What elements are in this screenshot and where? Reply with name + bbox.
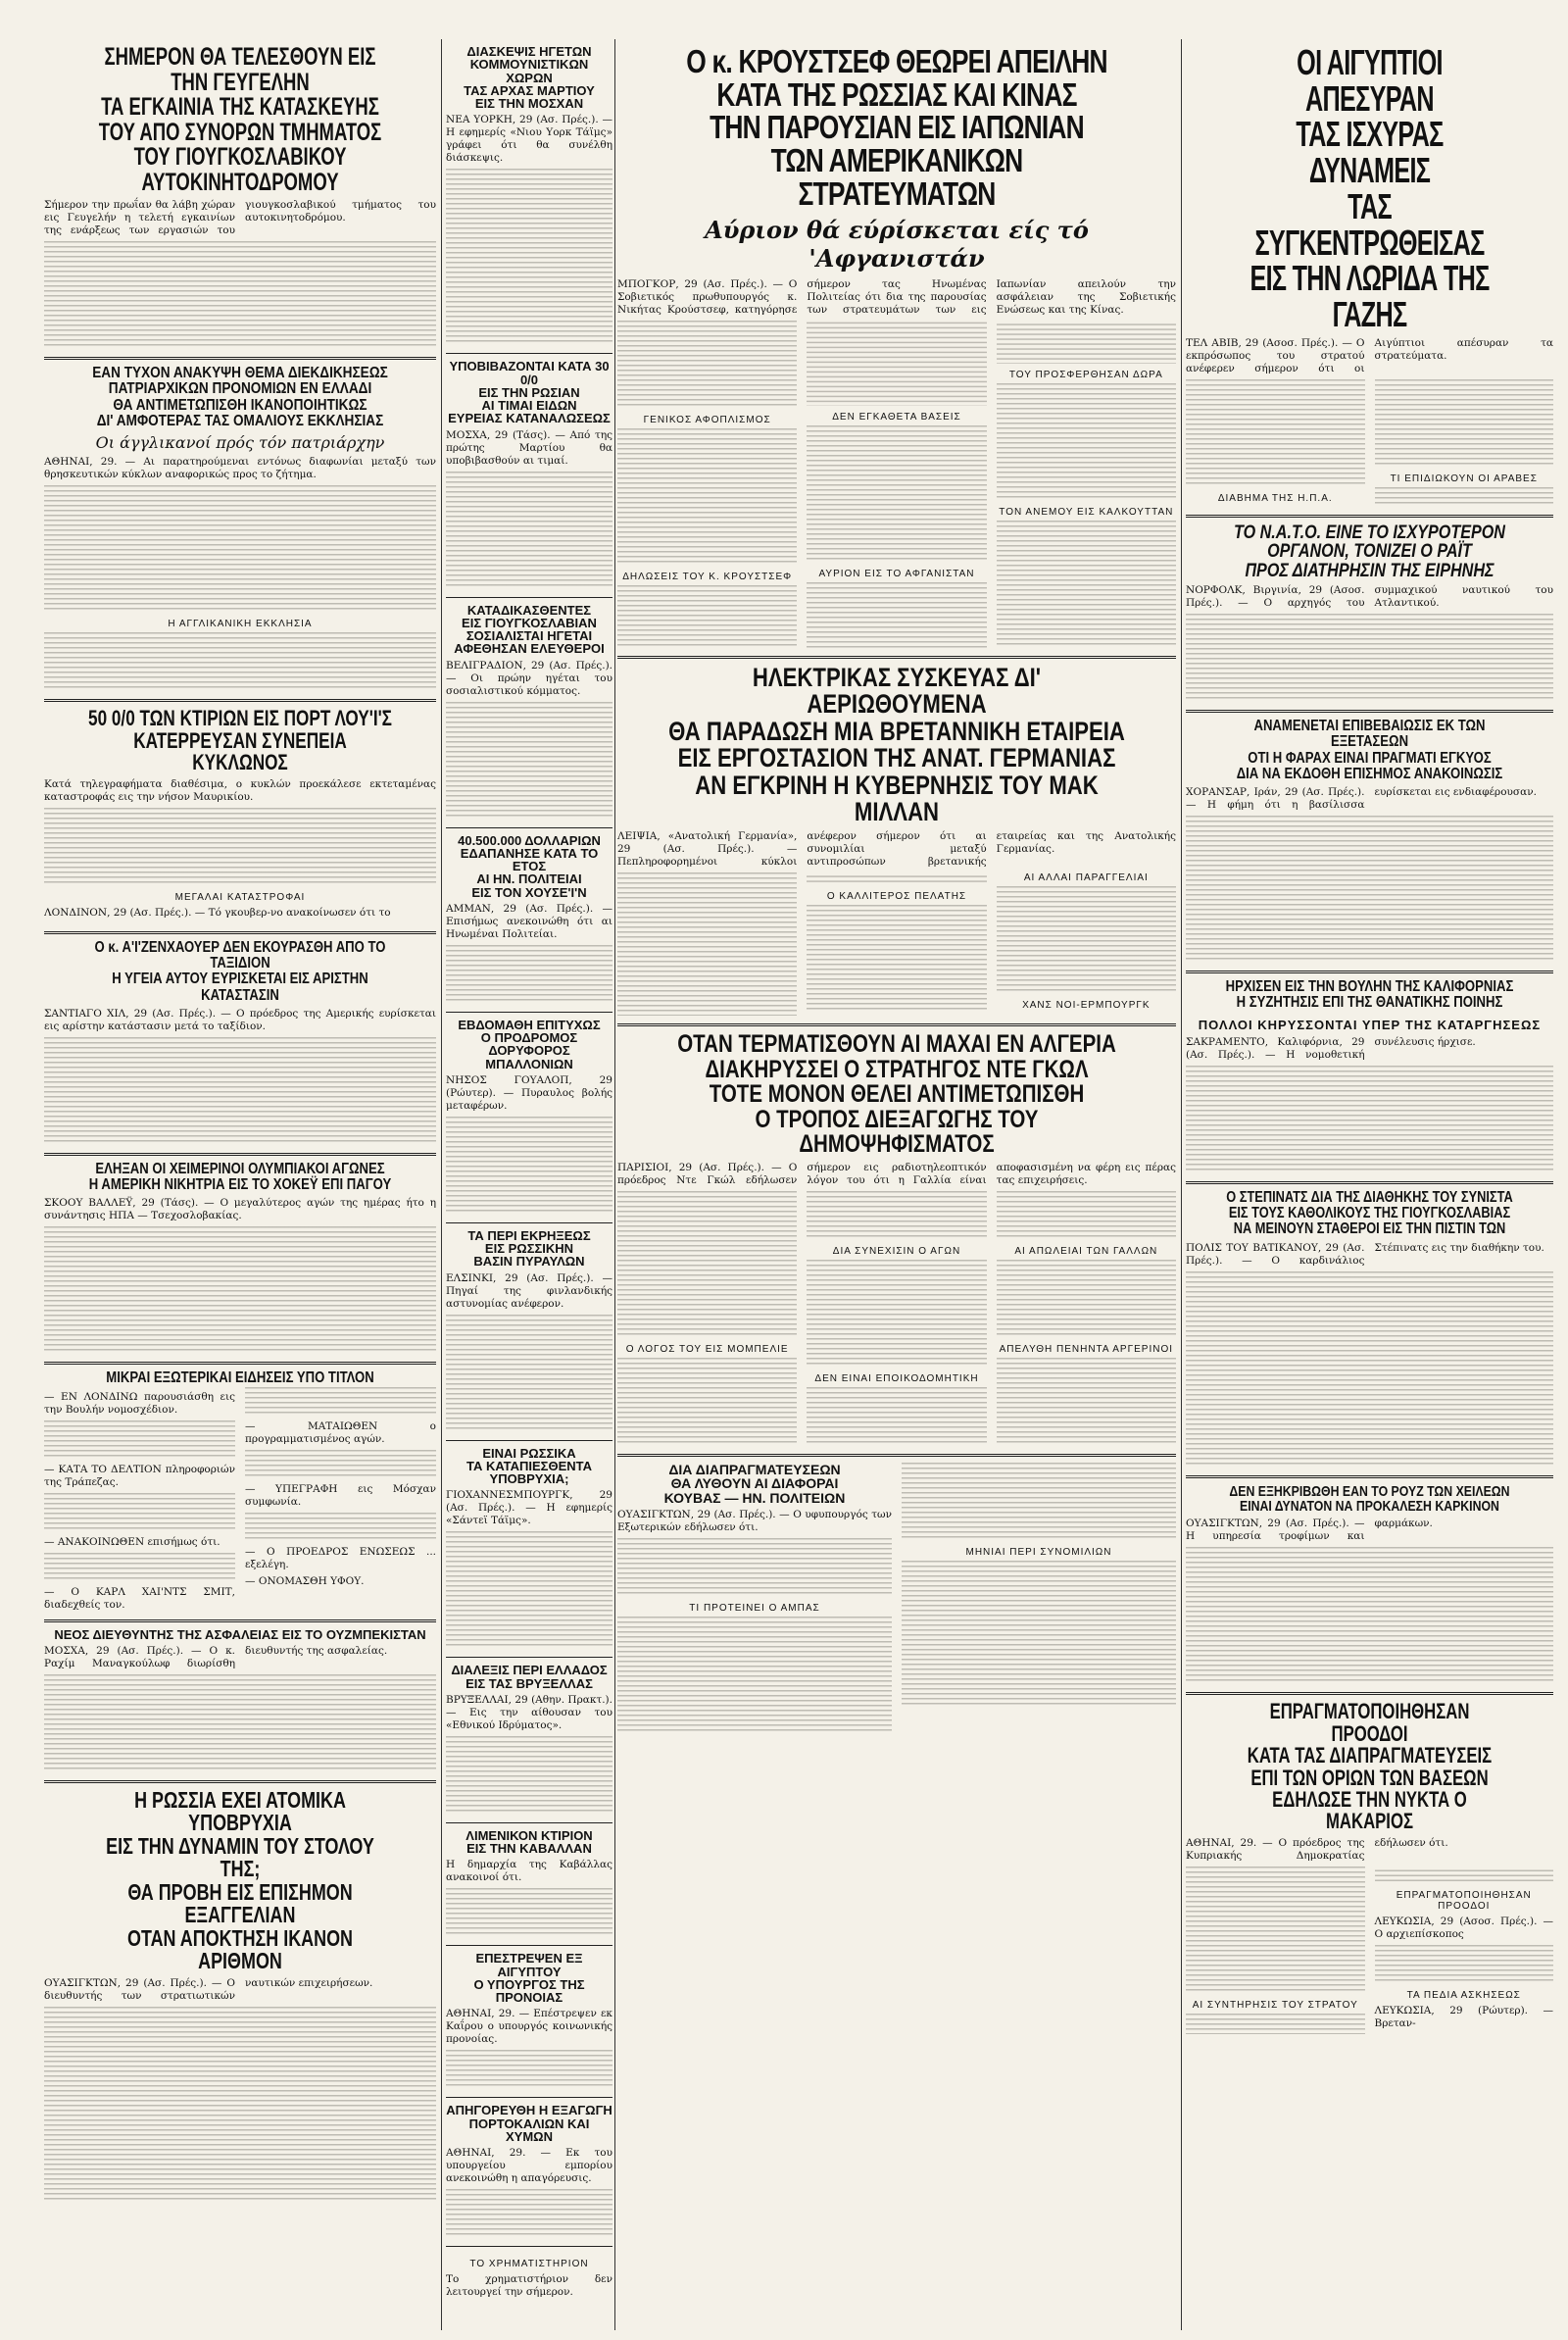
headline-minister-return: ΕΠΕΣΤΡΕΨΕΝ ΕΞ ΑΙΓΥΠΤΟΥ Ο ΥΠΟΥΡΓΟΣ ΤΗΣ ΠΡΟΝΟΙΑΣ [473,1951,585,2005]
headline-khrushchev: Ο κ. ΚΡΟΥΣΤΣΕΦ ΘΕΩΡΕΙ ΑΠΕΙΛΗΝ ΚΑΤΑ ΤΗΣ ΡΩΣΣΙΑΣ ΚΑΙ ΚΙΝΑΣ ΤΗΝ ΠΑΡΟΥΣΙΑΝ ΕΙΣ ΙΑΠΩΝΙΑΝ ΤΩΝ ΑΜΕΡΙΚΑΝΙΚΩΝ ΣΤΡΑΤΕΥΜΑΤΩΝ [686,43,1107,212]
headline-rocket-explosions: ΤΑ ΠΕΡΙ ΕΚΡΗΞΕΩΣ ΕΙΣ ΡΩΣΣΙΚΗΝ ΒΑΣΙΝ ΠΥΡΑΥΛΩΝ [467,1227,591,1270]
article-east-germany [617,659,1176,1027]
article-khrushchev [617,39,1176,659]
article-body: ΜΟΣΧΑ, 29 (Ασ. Πρές.). — Ο κ. Ραχίμ Μαναγκούλωφ διωρίσθη διευθυντής της ασφαλείας. [44,1645,388,1669]
article-patriarchate [44,360,436,702]
article-body: ΟΥΑΣΙΓΚΤΩΝ, 29 (Ασ. Πρές.). — Ο υφυπουργός των Εξωτερικών εδήλωσεν ότι. [617,1508,892,1533]
article-california [1186,973,1553,1184]
article-farah [1186,713,1553,973]
headline-port-louis: 50 0/0 ΤΩΝ ΚΤΙΡΙΩΝ ΕΙΣ ΠΟΡΤ ΛΟΥ'Ι'Σ ΚΑΤΕΡΡΕΥΣΑΝ ΣΥΝΕΠΕΙΑ ΚΥΚΛΩΝΟΣ [88,706,392,775]
section-heading: ΓΕΝΙΚΟΣ ΑΦΟΠΛΙΣΜΟΣ [643,415,771,426]
headline-nuclear-subs: Η ΡΩΣΣΙΑ ΕΧΕΙ ΑΤΟΜΙΚΑ ΥΠΟΒΡΥΧΙΑ ΕΙΣ ΤΗΝ ΔΥΝΑΜΙΝ ΤΟΥ ΣΤΟΛΟΥ ΤΗΣ; ΘΑ ΠΡΟΒΗ ΕΙΣ ΕΠΙΣΗΜΟΝ ΕΞΑΓΓΕΛΙΑΝ ΟΤΑΝ ΑΠΟΚΤΗΣΗ ΙΚΑΝΟΝ ΑΡΙΘΜΟΝ [106,1787,374,1974]
article-body: ΠΑΡΙΣΙΟΙ, 29 (Ασ. Πρές.). — Ο πρόεδρος Ντε Γκώλ εδήλωσεν σήμερον εις ραδιοτηλεοπτικόν λόγον του ότι η Γαλλία είναι αποφασισμένη να φέρη εις πέρας τας επιχειρήσεις. [617,1161,1176,1186]
article-body: ΒΡΥΞΕΛΛΑΙ, 29 (Αθην. Πρακτ.). — Εις την αίθουσαν του «Εθνικού Ιδρύματος». [446,1693,612,1731]
article-body: Το χρηματιστήριον δεν λειτουργεί την σήμερον. [446,2273,612,2298]
list-item: — ΑΝΑΚΟΙΝΩΘΕΝ επισήμως ότι. [44,1535,220,1548]
article-body: ΣΑΚΡΑΜΕΝΤΟ, Καλιφόρνια, 29 (Ασ. Πρές.). — Η νομοθετική συνέλευσις ήρχισε. [1186,1035,1476,1061]
article-body: Η δημαρχία της Καβάλλας ανακοινοί ότι. [446,1859,612,1884]
article-body: ΕΛΣΙΝΚΙ, 29 (Ασ. Πρές.). — Πηγαί της φινλανδικής αστυνομίας ανέφερον. [446,1271,612,1310]
headline-eisenhower: Ο κ. Α'Ι'ΖΕΝΧΑΟΥΕΡ ΔΕΝ ΕΚΟΥΡΑΣΘΗ ΑΠΟ ΤΟ ΤΑΞΙΔΙΟΝ Η ΥΓΕΙΑ ΑΥΤΟΥ ΕΥΡΙΣΚΕΤΑΙ ΕΙΣ ΑΡΙΣΤΗΝ ΚΑΤΑΣΤΑΣΙΝ [94,938,386,1004]
headline-brussels-lecture: ΔΙΑΛΕΞΙΣ ΠΕΡΙ ΕΛΛΑΔΟΣ ΕΙΣ ΤΑΣ ΒΡΥΞΕΛΛΑΣ [451,1663,608,1691]
headline-stepinac: Ο ΣΤΕΠΙΝΑΤΣ ΔΙΑ ΤΗΣ ΔΙΑΘΗΚΗΣ ΤΟΥ ΣΥΝΙΣΤΑ ΕΙΣ ΤΟΥΣ ΚΑΘΟΛΙΚΟΥΣ ΤΗΣ ΓΙΟΥΓΚΟΣΛΑΒΙΑΣ ΝΑ ΜΕΙΝΟΥΝ ΣΤΑΘΕΡΟΙ ΕΙΣ ΤΗΝ ΠΙΣΤΙΝ ΤΩΝ [1226,1188,1513,1238]
article-body: ΠΟΛΙΣ ΤΟΥ ΒΑΤΙΚΑΝΟΥ, 29 (Ασ. Πρές.). — Ο καρδινάλιος Στέπινατς εις την διαθήκην του. [1186,1241,1544,1267]
article-eisenhower [44,934,436,1156]
article-makarios [1186,1695,1553,2042]
article-nuclear-subs [44,1783,436,2211]
article-body: ΛΕΙΨΙΑ, «Ανατολική Γερμανία», 29 (Ασ. Πρές.). — Πεπληροφορημένοι κύκλοι ανέφερον σήμερον ότι αι συνομιλίαι μεταξύ αντιπροσώπων βρετανικής εταιρείας και της Ανατολικής Γερμανίας. [617,829,1176,868]
headline-orange-export: ΑΠΗΓΟΡΕΥΘΗ Η ΕΞΑΓΩΓΗ ΠΟΡΤΟΚΑΛΙΩΝ ΚΑΙ ΧΥΜΩΝ [446,2103,612,2144]
headline-farah: ΑΝΑΜΕΝΕΤΑΙ ΕΠΙΒΕΒΑΙΩΣΙΣ ΕΚ ΤΩΝ ΕΞΕΤΑΣΕΩΝ ΟΤΙ Η ΦΑΡΑΧ ΕΙΝΑΙ ΠΡΑΓΜΑΤΙ ΕΓΚΥΟΣ ΔΙΑ ΝΑ ΕΚΔΟΘΗ ΕΠΙΣΗΜΟΣ ΑΝΑΚΟΙΝΩΣΙΣ [1236,717,1503,782]
article-russian-subs [446,1441,612,1659]
list-item: — ΟΝΟΜΑΣΘΗ ΥΦΟΥ. [245,1574,365,1587]
article-brief-news [44,1365,436,1621]
section-heading: ΑΙ ΑΠΩΛΕΙΑΙ ΤΩΝ ΓΑΛΛΩΝ [1014,1245,1158,1257]
headline-gaza: ΟΙ ΑΙΓΥΠΤΙΟΙ ΑΠΕΣΥΡΑΝ ΤΑΣ ΙΣΧΥΡΑΣ ΔΥΝΑΜΕΙΣ ΤΑΣ ΣΥΓΚΕΝΤΡΩΘΕΙΣΑΣ ΕΙΣ ΤΗΝ ΛΩΡΙΔΑ ΤΗΣ ΓΑΖΗΣ [1250,42,1490,335]
section-heading: ΤΟΝ ΑΝΕΜΟΥ ΕΙΣ ΚΑΛΚΟΥΤΤΑΝ [999,506,1174,518]
article-cuba [617,1457,1176,1742]
article-body: Κατά τηλεγραφήματα διαθέσιμα, ο κυκλών προεκάλεσε εκτεταμένας καταστροφάς εις την νήσον Μαυρικίου. [44,777,436,803]
column-4 [1186,39,1553,2330]
article-body: ΤΕΛ ΑΒΙΒ, 29 (Ασοσ. Πρές.). — Ο εκπρόσωπος του στρατού ανέφερεν σήμερον ότι οι Αιγύπτιοι απέσυραν τα στρατεύματα. [1186,336,1553,374]
headline-price-drop: ΥΠΟΒΙΒΑΖΟΝΤΑΙ ΚΑΤΑ 30 0/0 ΕΙΣ ΤΗΝ ΡΩΣΙΑΝ ΑΙ ΤΙΜΑΙ ΕΙΔΩΝ ΕΥΡΕΙΑΣ ΚΑΤΑΝΑΛΩΣΕΩΣ [448,359,611,426]
article-nato [1186,518,1553,713]
article-uzbek-security [44,1622,436,1783]
list-item: — Ο ΠΡΟΕΔΡΟΣ ΕΝΩΣΕΩΣ ... εξελέγη. [245,1545,436,1570]
headline-balloon-satellite: ΕΒΔΟΜΑΘΗ ΕΠΙΤΥΧΩΣ Ο ΠΡΟΔΡΟΜΟΣ ΔΟΡΥΦΟΡΟΣ ΜΠΑΛΛΟΝΙΩΝ [458,1017,601,1071]
headline-yugoslav-socialists: ΚΑΤΑΔΙΚΑΣΘΕΝΤΕΣ ΕΙΣ ΓΙΟΥΓΚΟΣΛΑΒΙΑΝ ΣΟΣΙΑΛΙΣΤΑΙ ΗΓΕΤΑΙ ΑΦΕΘΗΣΑΝ ΕΛΕΥΘΕΡΟΙ [454,602,605,657]
column-rule [1181,39,1182,2330]
headline-lipstick: ΔΕΝ ΕΞΗΚΡΙΒΩΘΗ ΕΑΝ ΤΟ ΡΟΥΖ ΤΩΝ ΧΕΙΛΕΩΝ ΕΙΝΑΙ ΔΥΝΑΤΟΝ ΝΑ ΠΡΟΚΑΛΕΣΗ ΚΑΡΚΙΝΟΝ [1229,1482,1510,1515]
section-heading: ΤΟΥ ΠΡΟΣΦΕΡΘΗΣΑΝ ΔΩΡΑ [1008,369,1163,380]
dateline: ΛΕΥΚΩΣΙΑ, 29 (Ρώυτερ). — Βρεταν- [1374,2005,1553,2030]
article-body: Σήμερον την πρωΐαν θα λάβη χώραν εις Γευγελήν η τελετή εγκαινίων της ενάρξεως των εργασιών του γιουγκοσλαβικού τμήματος του αυτοκινητοδρόμου. [44,199,436,236]
headline-olympics: ΕΛΗΞΑΝ ΟΙ ΧΕΙΜΕΡΙΝΟΙ ΟΛΥΜΠΙΑΚΟΙ ΑΓΩΝΕΣ Η ΑΜΕΡΙΚΗ ΝΙΚΗΤΡΙΑ ΕΙΣ ΤΟ ΧΟΚΕΫ ΕΠΙ ΠΑΓΟΥ [88,1160,392,1194]
article-brussels-lecture [446,1658,612,1823]
article-moscow-conference [446,39,612,354]
dateline: ΛΕΥΚΩΣΙΑ, 29 (Ασοσ. Πρές.). — Ο αρχιεπίσκοπος [1374,1916,1553,1941]
article-stock-exchange [446,2247,612,2311]
section-heading: ΔΕΝ ΕΓΚΑΘΕΤΑ ΒΑΣΕΙΣ [832,411,961,423]
article-de-gaulle [617,1026,1176,1457]
article-body: ΣΚΟΟΥ ΒΑΛΛΕΫ, 29 (Τάσς). — Ο μεγαλύτερος αγών της ημέρας ήτο η συνάντησις ΗΠΑ — Τσεχοσλοβακίας. [44,1197,436,1222]
section-heading: Η ΑΓΓΛΙΚΑΝΙΚΗ ΕΚΚΛΗΣΙΑ [168,619,313,630]
article-rocket-explosions [446,1223,612,1441]
article-port-louis [44,702,436,933]
article-body: ΜΟΣΧΑ, 29 (Τάσς). — Από της πρώτης Μαρτίου θα υποβιβασθούν αι τιμαί. [446,428,612,467]
section-heading: ΤΟ ΧΡΗΜΑΤΙΣΤΗΡΙΟΝ [469,2259,589,2269]
article-body: ΟΥΑΣΙΓΚΤΩΝ, 29 (Ασ. Πρές.). — Ο διευθυντής των στρατιωτικών ναυτικών επιχειρήσεων. [44,1976,373,2002]
column-2 [446,39,612,2330]
article-body: ΜΠΟΓΚΟΡ, 29 (Ασ. Πρές.). — Ο Σοβιετικός πρωθυπουργός κ. Νικήτας Κρούστσεφ, κατηγόρησε σήμερον τας Ηνωμένας Πολιτείας ότι δια της παρουσίας των στρατευμάτων των εις Ιαπωνίαν απειλούν την ασφάλειαν της Σοβιετικής Ενώσεως και της Κίνας. [617,278,1176,317]
headline-hussein-dollars: 40.500.000 ΔΟΛΛΑΡΙΩΝ ΕΔΑΠΑΝΗΣΕ ΚΑΤΑ ΤΟ ΕΤΟΣ ΑΙ ΗΝ. ΠΟΛΙΤΕΙΑΙ ΕΙΣ ΤΟΝ ΧΟΥΣΕ'Ι'Ν [458,832,601,900]
article-balloon-satellite [446,1013,612,1223]
section-heading: ΑΠΕΛΥΘΗ ΠΕΝΗΝΤΑ ΑΡΓΕΡΙΝΟΙ [999,1343,1174,1355]
headline-russian-subs: ΕΙΝΑΙ ΡΩΣΣΙΚΑ ΤΑ ΚΑΤΑΠΙΕΣΘΕΝΤΑ ΥΠΟΒΡΥΧΙΑ; [466,1445,593,1486]
section-heading: Ο ΚΑΛΛΙΤΕΡΟΣ ΠΕΛΑΤΗΣ [826,891,967,903]
section-heading: ΜΕΓΑΛΑΙ ΚΑΤΑΣΤΡΟΦΑΙ [174,891,306,903]
headline-de-gaulle: ΟΤΑΝ ΤΕΡΜΑΤΙΣΘΟΥΝ ΑΙ ΜΑΧΑΙ ΕΝ ΑΛΓΕΡΙΑ ΔΙΑΚΗΡΥΣΣΕΙ Ο ΣΤΡΑΤΗΓΟΣ ΝΤΕ ΓΚΩΛ ΤΟΤΕ ΜΟΝΟΝ ΘΕΛΕΙ ΑΝΤΙΜΕΤΩΠΙΣΘΗ Ο ΤΡΟΠΟΣ ΔΙΕΞΑΓΩΓΗΣ ΤΟΥ ΔΗΜΟΨΗΦΙΣΜΑΤΟΣ [677,1030,1116,1159]
list-item: — ΕΝ ΛΟΝΔΙΝΩ παρουσιάσθη εις την Βουλήν νομοσχέδιον. [44,1390,235,1416]
headline-uzbek-security: ΝΕΟΣ ΔΙΕΥΘΥΝΤΗΣ ΤΗΣ ΑΣΦΑΛΕΙΑΣ ΕΙΣ ΤΟ ΟΥΖΜΠΕΚΙΣΤΑΝ [54,1626,426,1642]
section-heading: Ο ΛΟΓΟΣ ΤΟΥ ΕΙΣ ΜΟΜΠΕΛΙΕ [625,1343,789,1355]
article-body: ΝΕΑ ΥΟΡΚΗ, 29 (Ασ. Πρές.). — Η εφημερίς «Νιου Υορκ Τάϊμς» γράφει ότι θα συνέλθη διάσκεψις. [446,114,612,165]
column-3 [617,39,1176,2330]
byline: ΧΑΝΣ ΝΟΙ-ΕΡΜΠΟΥΡΓΚ [1022,999,1151,1011]
list-item: — ΚΑΤΑ ΤΟ ΔΕΛΤΙΟΝ πληροφοριών της Τράπεζας. [44,1463,235,1488]
subheadline: Αύριον θά εύρίσκεται είς τό 'Αφγανιστάν [705,216,1089,274]
article-body: ΑΜΜΑΝ, 29 (Ασ. Πρές.). — Επισήμως ανεκοινώθη ότι αι Ηνωμέναι Πολιτείαι. [446,902,612,940]
article-body: ΓΙΟΧΑΝΝΕΣΜΠΟΥΡΓΚ, 29 (Ασ. Πρές.). — Η εφημερίς «Σάντεϊ Τάϊμς». [446,1489,612,1527]
article-body: ΒΕΛΙΓΡΑΔΙΟΝ, 29 (Ασ. Πρές.). — Οι πρώην ηγέται του σοσιαλιστικού κόμματος. [446,659,612,697]
column-1 [44,39,436,2330]
headline-moscow-conference: ΔΙΑΣΚΕΨΙΣ ΗΓΕΤΩΝ ΚΟΜΜΟΥΝΙΣΤΙΚΩΝ ΧΩΡΩΝ ΤΑΣ ΑΡΧΑΣ ΜΑΡΤΙΟΥ ΕΙΣ ΤΗΝ ΜΟΣΧΑΝ [464,44,595,111]
section-heading: ΤΑ ΠΕΔΙΑ ΑΣΚΗΣΕΩΣ [1406,1990,1521,2002]
headline-makarios: ΕΠΡΑΓΜΑΤΟΠΟΙΗΘΗΣΑΝ ΠΡΟΟΔΟΙ ΚΑΤΑ ΤΑΣ ΔΙΑΠΡΑΓΜΑΤΕΥΣΕΙΣ ΕΠΙ ΤΩΝ ΟΡΙΩΝ ΤΩΝ ΒΑΣΕΩΝ ΕΔΗΛΩΣΕ ΤΗΝ ΝΥΚΤΑ Ο ΜΑΚΑΡΙΟΣ [1247,1699,1493,1834]
section-heading: ΕΠΡΑΓΜΑΤΟΠΟΙΗΘΗΣΑΝ ΠΡΟΟΔΟΙ [1396,1890,1532,1913]
article-lipstick [1186,1478,1553,1696]
article-orange-export [446,2098,612,2247]
article-olympics [44,1156,436,1366]
article-minister-return [446,1946,612,2098]
section-heading: ΑΙ ΑΛΛΑΙ ΠΑΡΑΓΓΕΛΙΑΙ [1023,871,1149,883]
list-item: — ΜΑΤΑΙΩΘΕΝ ο προγραμματισμένος αγών. [245,1419,436,1445]
section-heading: ΑΙ ΣΥΝΤΗΡΗΣΙΣ ΤΟΥ ΣΤΡΑΤΟΥ [1192,1999,1358,2011]
section-heading: ΔΙΑΒΗΜΑ ΤΗΣ Η.Π.Α. [1217,492,1333,504]
section-heading: ΜΗΝΙΑΙ ΠΕΡΙ ΣΥΝΟΜΙΛΙΩΝ [965,1546,1112,1558]
article-yugoslav-socialists [446,598,612,828]
subheadline: ΠΟΛΛΟΙ ΚΗΡΥΣΣΟΝΤΑΙ ΥΠΕΡ ΤΗΣ ΚΑΤΑΡΓΗΣΕΩΣ [1198,1017,1542,1032]
article-body: ΑΘΗΝΑΙ, 29. — Επέστρεψεν εκ Καΐρου ο υπουργός κοινωνικής προνοίας. [446,2008,612,2046]
article-price-drop [446,354,612,597]
section-heading: ΑΥΡΙΟΝ ΕΙΣ ΤΟ ΑΦΓΑΝΙΣΤΑΝ [818,568,975,579]
headline-gevgelija: ΣΗΜΕΡΟΝ ΘΑ ΤΕΛΕΣΘΟΥΝ ΕΙΣ ΤΗΝ ΓΕΥΓΕΛΗΝ ΤΑ ΕΓΚΑΙΝΙΑ ΤΗΣ ΚΑΤΑΣΚΕΥΗΣ ΤΟΥ ΑΠΟ ΣΥΝΟΡΩΝ ΤΜΗΜΑΤΟΣ ΤΟΥ ΓΙΟΥΓΚΟΣΛΑΒΙΚΟΥ ΑΥΤΟΚΙΝΗΤΟΔΡΟΜΟΥ [98,43,382,196]
headline-kavala-port: ΛΙΜΕΝΙΚΟΝ ΚΤΙΡΙΟΝ ΕΙΣ ΤΗΝ ΚΑΒΑΛΛΑΝ [466,1827,593,1856]
column-rule [614,39,615,2330]
article-body: ΟΥΑΣΙΓΚΤΩΝ, 29 (Ασ. Πρές.). — Η υπηρεσία τροφίμων και φαρμάκων. [1186,1518,1433,1543]
list-item: — Ο ΚΑΡΛ ΧΑΙ'ΝΤΣ ΣΜΙΤ, διαδεχθείς τον. [44,1585,235,1611]
list-item: — ΥΠΕΓΡΑΦΗ εις Μόσχαν συμφωνία. [245,1482,436,1508]
article-body: ΑΘΗΝΑΙ, 29. — Ο πρόεδρος της Κυπριακής Δημοκρατίας εδήλωσεν ότι. [1186,1836,1448,1862]
brief-list [44,1387,436,1612]
section-heading: ΔΙΑ ΣΥΝΕΧΙΣΙΝ Ο ΑΓΩΝ [832,1245,961,1257]
headline-california: ΗΡΧΙΣΕΝ ΕΙΣ ΤΗΝ ΒΟΥΛΗΝ ΤΗΣ ΚΑΛΙΦΟΡΝΙΑΣ Η ΣΥΖΗΤΗΣΙΣ ΕΠΙ ΤΗΣ ΘΑΝΑΤΙΚΗΣ ΠΟΙΝΗΣ [1225,978,1514,1012]
section-heading: ΔΗΛΩΣΕΙΣ ΤΟΥ Κ. ΚΡΟΥΣΤΣΕΦ [622,572,793,583]
section-heading: ΔΕΝ ΕΙΝΑΙ ΕΠΟΙΚΟΔΟΜΗΤΙΚΗ [814,1372,979,1384]
column-rule [441,39,442,2330]
article-stepinac [1186,1184,1553,1478]
headline-nato: ΤΟ Ν.Α.Τ.Ο. ΕΙΝΕ ΤΟ ΙΣΧΥΡΟΤΕΡΟΝ ΟΡΓΑΝΟΝ, ΤΟΝΙΖΕΙ Ο ΡΑΪΤ ΠΡΟΣ ΔΙΑΤΗΡΗΣΙΝ ΤΗΣ ΕΙΡΗΝΗΣ [1234,522,1505,581]
article-body: ΑΘΗΝΑΙ, 29. — Αι παρατηρούμεναι εντόνως διαφωνίαι μεταξύ των θρησκευτικών κύκλων αναφορικώς προς το ζήτημα. [44,456,436,481]
article-body: ΝΟΡΦΟΛΚ, Βιργινία, 29 (Ασοσ. Πρές.). — Ο αρχηγός του συμμαχικού ναυτικού του Ατλαντικού. [1186,583,1553,609]
article-gevgelija [44,39,436,360]
headline-patriarchate: ΕΑΝ ΤΥΧΟΝ ΑΝΑΚΥΨΗ ΘΕΜΑ ΔΙΕΚΔΙΚΗΣΕΩΣ ΠΑΤΡΙΑΡΧΙΚΩΝ ΠΡΟΝΟΜΙΩΝ ΕΝ ΕΛΛΑΔΙ ΘΑ ΑΝΤΙΜΕΤΩΠΙΣΘΗ ΙΚΑΝΟΠΟΙΗΤΙΚΩΣ ΔΙ' ΑΜΦΟΤΕΡΑΣ ΤΑΣ ΟΜΑΛΙΟΥΣ ΕΚΚΛΗΣΙΑΣ [92,365,388,429]
section-heading: ΤΙ ΕΠΙΔΙΩΚΟΥΝ ΟΙ ΑΡΑΒΕΣ [1390,473,1538,484]
article-body: ΧΟΡΑΝΣΑΡ, Ιράν, 29 (Ασ. Πρές.). — Η φήμη ότι η βασίλισσα ευρίσκεται εις ενδιαφέρουσαν. [1186,786,1537,812]
article-body: ΑΘΗΝΑΙ, 29. — Εκ του υπουργείου εμπορίου ανεκοινώθη η απαγόρευσις. [446,2147,612,2184]
headline-brief-news: ΜΙΚΡΑΙ ΕΞΩΤΕΡΙΚΑΙ ΕΙΔΗΣΕΙΣ ΥΠΟ ΤΙΤΛΟΝ [106,1369,374,1387]
dateline: ΛΟΝΔΙΝΟΝ, 29 (Ασ. Πρές.). — Τό γκουβερ-νο ανακοίνωσεν ότι το [44,906,391,919]
article-hussein-dollars [446,828,612,1013]
article-kavala-port [446,1823,612,1947]
section-heading: ΤΙ ΠΡΟΤΕΙΝΕΙ Ο ΑΜΠΑΣ [689,1602,820,1614]
article-body: ΝΗΣΟΣ ΓΟΥΑΛΟΠ, 29 (Ρώυτερ). — Πυραυλος βολής μεταφέρων. [446,1073,612,1112]
article-gaza [1186,39,1553,518]
subheadline: Οι άγγλικανοί πρός τόν πατριάρχην [95,433,385,453]
headline-east-germany: ΗΛΕΚΤΡΙΚΑΣ ΣΥΣΚΕΥΑΣ ΔΙ' ΑΕΡΙΩΘΟΥΜΕΝΑ ΘΑ ΠΑΡΑΔΩΣΗ ΜΙΑ ΒΡΕΤΑΝΝΙΚΗ ΕΤΑΙΡΕΙΑ ΕΙΣ ΕΡΓΟΣΤΑΣΙΟΝ ΤΗΣ ΑΝΑΤ. ΓΕΡΜΑΝΙΑΣ ΑΝ ΕΓΚΡΙΝΗ Η ΚΥΒΕΡΝΗΣΙΣ ΤΟΥ ΜΑΚ ΜΙΛΛΑΝ [668,662,1125,827]
headline-cuba: ΔΙΑ ΔΙΑΠΡΑΓΜΑΤΕΥΣΕΩΝ ΘΑ ΛΥΘΟΥΝ ΑΙ ΔΙΑΦΟΡΑΙ ΚΟΥΒΑΣ — ΗΝ. ΠΟΛΙΤΕΙΩΝ [663,1461,846,1506]
article-body: ΣΑΝΤΙΑΓΟ ΧΙΛ, 29 (Ασ. Πρές.). — Ο πρόεδρος της Αμερικής ευρίσκεται εις αρίστην κατάστασιν μετά το ταξίδιον. [44,1007,436,1032]
